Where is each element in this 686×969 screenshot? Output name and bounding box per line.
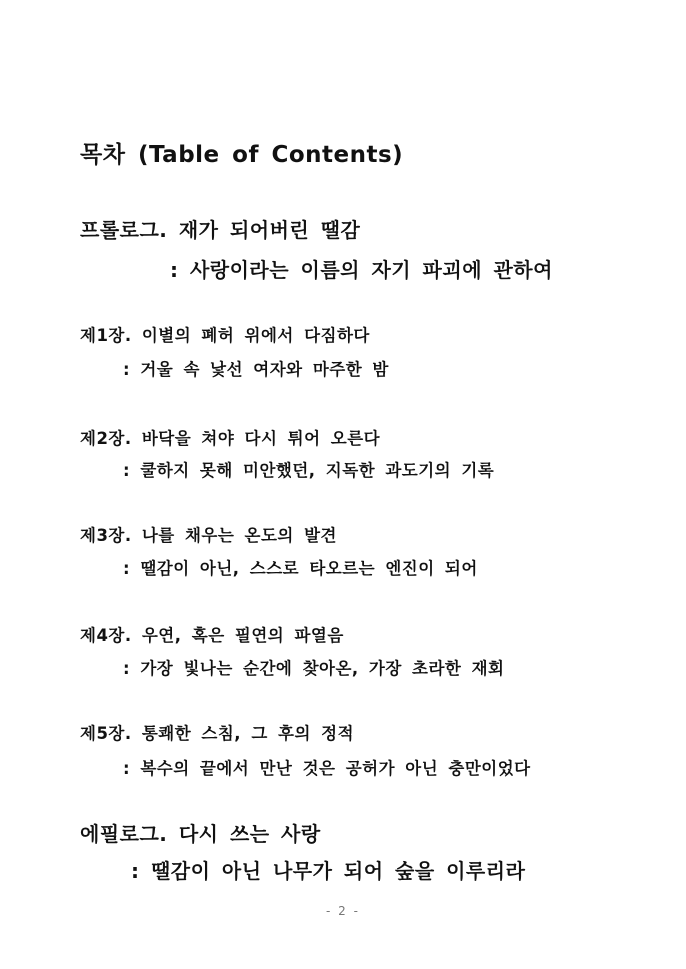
- toc-title: 목차 (Table of Contents): [80, 142, 404, 168]
- chapter-5-subtitle: : 복수의 끝에서 만난 것은 공허가 아닌 충만이었다: [123, 759, 531, 778]
- chapter-2-heading: 제2장. 바닥을 쳐야 다시 튀어 오른다: [80, 429, 381, 448]
- prologue-subtitle: : 사랑이라는 이름의 자기 파괴에 관하여: [170, 258, 553, 282]
- chapter-1-heading: 제1장. 이별의 폐허 위에서 다짐하다: [80, 326, 370, 345]
- chapter-3-subtitle: : 땔감이 아닌, 스스로 타오르는 엔진이 되어: [123, 559, 478, 578]
- chapter-5-heading: 제5장. 통쾌한 스침, 그 후의 정적: [80, 724, 355, 743]
- chapter-4-heading: 제4장. 우연, 혹은 필연의 파열음: [80, 626, 344, 645]
- epilogue-heading: 에필로그. 다시 쓰는 사랑: [80, 822, 321, 846]
- epilogue-subtitle: : 땔감이 아닌 나무가 되어 숲을 이루리라: [131, 859, 526, 883]
- page-number: - 2 -: [326, 904, 360, 918]
- prologue-heading: 프롤로그. 재가 되어버린 땔감: [80, 218, 361, 242]
- chapter-1-subtitle: : 거울 속 낯선 여자와 마주한 밤: [123, 360, 389, 379]
- chapter-4-subtitle: : 가장 빛나는 순간에 찾아온, 가장 초라한 재회: [123, 659, 505, 678]
- chapter-2-subtitle: : 쿨하지 못해 미안했던, 지독한 과도기의 기록: [123, 461, 495, 480]
- chapter-3-heading: 제3장. 나를 채우는 온도의 발견: [80, 526, 337, 545]
